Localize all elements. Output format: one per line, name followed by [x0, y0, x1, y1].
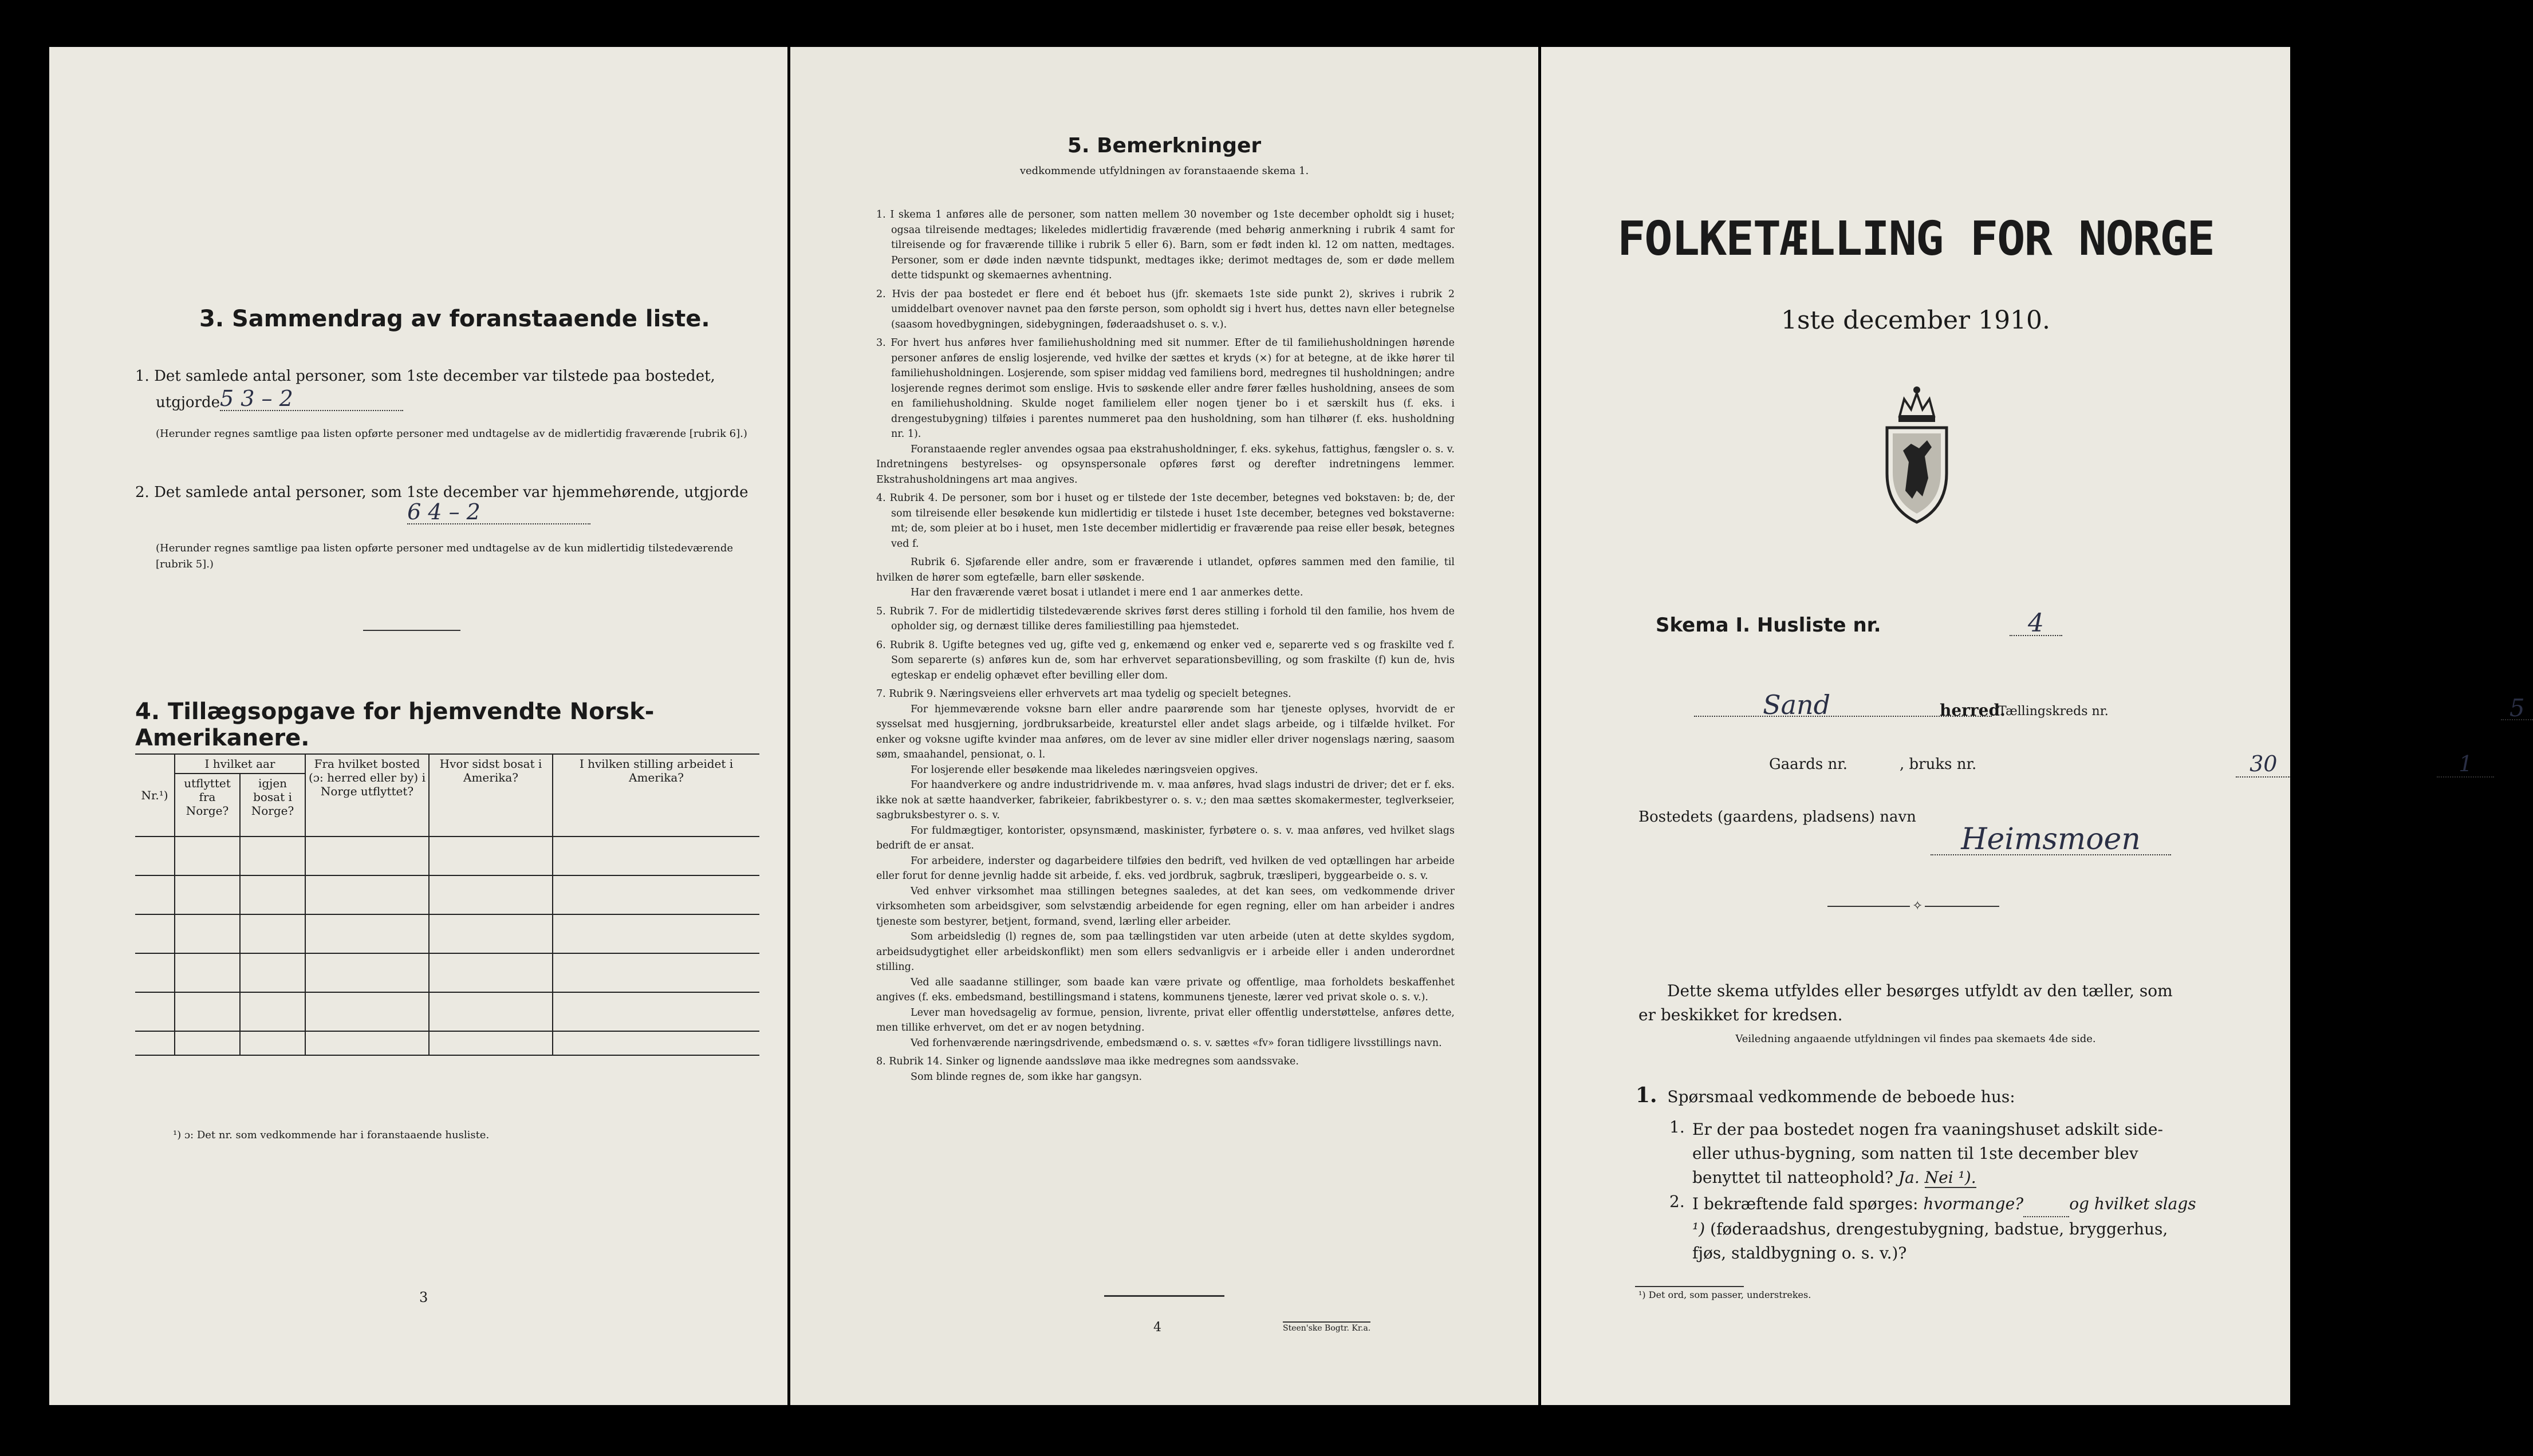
- bosted-field[interactable]: Heimsmoen: [1931, 822, 2171, 855]
- remark-7c: For haandverkere og andre industridrivende m. v. maa anføres, hvad slags industri de driver; det er f. eks. ikke nok at sætte haandverker, fabrikeier, fabrikbestyrer o. s. v.; den maa sættes skomakermester, teglverkseier, sagbruksbestyrer o. s. v.: [876, 779, 1455, 821]
- intro-text: Dette skema utfyldes eller besørges utfyldt av den tæller, som er beskikket for kredsen.: [1638, 981, 2173, 1024]
- remark-6: 6. Rubrik 8. Ugifte betegnes ved ug, gifte ved g, enkemænd og enker ved e, separerte ved s og fraskilte ved f. Som separerte (s) anføres kun de, som har erhvervet separationsbevilling, og som fraskilte (f) kun de, hvis egteskap er endelig ophævet efter bevilling eller dom.: [876, 639, 1455, 681]
- remark-7i: Lever man hovedsagelig av formue, pension, livrente, privat eller offentlig understøttelse, anføres dette, men tillike erhvervet, om det er av nogen betydning.: [876, 1007, 1455, 1033]
- q1-2-text: I bekræftende fald spørges: hvormange? og hvilket slags ¹) (føderaadshus, drengestubygning, badstue, bryggerhus, fjøs, staldbygning o. s. v.)?: [1692, 1192, 2196, 1265]
- divider: [1104, 1295, 1224, 1297]
- remarks-title: 5. Bemerkninger: [1067, 134, 1262, 157]
- bruks-label: , bruks nr.: [1900, 756, 1977, 773]
- remark-4: 4. Rubrik 4. De personer, som bor i huset og er tilstede der 1ste december, betegnes ved bokstaven: b; de, der som tilreisende eller besøkende kun midlertidig er tilstede i huset 1ste december, betegnes ved bokstaverne: mt; de, som pleier at bo i huset, men 1ste december midlertidig er fraværende paa reise eller besøk, betegnes ved f.: [876, 492, 1455, 550]
- norsk-amerikanere-table: [135, 753, 759, 1056]
- col-stilling: I hvilken stilling arbeidet i Amerika?: [553, 754, 759, 836]
- kreds-label: Tællingskreds nr.: [1998, 704, 2109, 719]
- col-sidst-bosat: Hvor sidst bosat i Amerika?: [429, 754, 553, 836]
- hvormange-field[interactable]: [2023, 1192, 2069, 1217]
- remarks-body: [876, 207, 1455, 1084]
- herred-field[interactable]: Sand: [1694, 689, 1992, 717]
- item1-note: (Herunder regnes samtlige paa listen opførte personer med undtagelse av de midlertidig fraværende [rubrik 6].): [156, 428, 747, 440]
- gaards-field[interactable]: 30: [2236, 751, 2291, 778]
- remark-1: 1. I skema 1 anføres alle de personer, som natten mellem 30 november og 1ste december opholdt sig i huset; ogsaa tilreisende medtages; likeledes midlertidig fraværende (med behørig anmerkning i rubrik 4 samt for tilreisende og for fraværende tillike i rubrik 5 eller 6). Barn, som er født inden kl. 12 om natten, medtages. Personer, som er døde inden nævnte tidspunkt, medtages ikke; derimot medtages de, som er døde mellem dette tidspunkt og skemaernes avhentning.: [876, 209, 1455, 281]
- remark-7e: For arbeidere, inderster og dagarbeidere tilføies den bedrift, ved hvilken de ved optællingen har arbeide eller forut for denne jevnlig hadde sit arbeide, f. eks. ved jordbruk, sagbruk, træsliperi, byggearbeide o. s. v.: [876, 855, 1455, 882]
- remark-3b: Foranstaaende regler anvendes ogsaa paa ekstrahusholdninger, f. eks. sykehus, fattighus, fængsler o. s. v. Indretningens bestyrelses- og opsynspersonale opføres først og derefter indretningens lemmer. Ekstrahusholdningens art maa angives.: [876, 443, 1455, 486]
- section3-title: 3. Sammendrag av foranstaaende liste.: [199, 306, 710, 332]
- remark-4c: Har den fraværende været bosat i utlandet i mere end 1 aar anmerkes dette.: [911, 587, 1303, 598]
- answer-nei[interactable]: Nei ¹).: [1924, 1168, 1976, 1187]
- remark-7a: For hjemmeværende voksne barn eller andre paarørende som har tjeneste oplyses, hvorvidt de er sysselsat med husgjerning, jordbruksarbeide, kreaturstel eller andet slags arbeide, og i tilfælde hvilket. For enker og voksne ugifte kvinder maa anføres, om de lever av sine midler eller driver nogenslags næring, saasom søm, smaahandel, pensionat, o. l.: [876, 703, 1455, 760]
- answer-ja[interactable]: Ja.: [1898, 1168, 1920, 1187]
- remark-7g: Som arbeidsledig (l) regnes de, som paa tællingstiden var uten arbeide (uten at dette skyldes sygdom, arbeidsudygtighet eller arbeidskonflikt) men som ellers sedvanligvis er i arbeide eller i anden underordnet stilling.: [876, 931, 1455, 973]
- divider: [1635, 1286, 1744, 1287]
- q1-title: 1. Spørsmaal vedkommende de beboede hus:: [1636, 1083, 2015, 1107]
- census-date: 1ste december 1910.: [1780, 306, 2051, 335]
- page-4-remarks: [790, 47, 1538, 1405]
- herred-label: herred.: [1940, 701, 2006, 720]
- norwegian-coat-of-arms-icon: [1877, 376, 1957, 525]
- remark-3: 3. For hvert hus anføres hver familiehusholdning med sit nummer. Efter de til familiehusholdningen hørende personer anføres de enslig losjerende, ved hvilke der sættes et kryds (×) for at betegne, at de ikke hører til familiehusholdningen. Losjerende, som spiser middag ved familiens bord, medregnes til husholdningen; andre losjerende regnes derimot som enslige. Hvis to søskende eller andre fører fælles husholdning, ansees de som en familiehusholdning. Skulde noget familielem eller nogen tjener bo i et særskilt hus (f. eks. i drengestubygning) tilføies i parentes nummeret paa den husholdning, som han tilhører (f. eks. husholdning nr. 1).: [876, 337, 1455, 440]
- bruks-field[interactable]: 1: [2437, 751, 2494, 778]
- remark-7f: Ved enhver virksomhet maa stillingen betegnes saaledes, at det kan sees, om vedkommende driver virksomheten som arbeidsgiver, som selvstændig arbeidende for egen regning, eller om han arbeider i andres tjeneste som bestyrer, betjent, formand, svend, lærling eller arbeider.: [876, 885, 1455, 928]
- cover-footnote: ¹) Det ord, som passer, understrekes.: [1638, 1289, 1811, 1300]
- remark-7b: For losjerende eller besøkende maa likeledes næringsveien opgives.: [911, 764, 1258, 776]
- table-footnote: ¹) ɔ: Det nr. som vedkommende har i foranstaaende husliste.: [173, 1129, 490, 1141]
- remark-8: 8. Rubrik 14. Sinker og lignende aandssløve maa ikke medregnes som aandssvake.: [876, 1056, 1299, 1067]
- remark-2: 2. Hvis der paa bostedet er flere end ét beboet hus (jfr. skemaets 1ste side punkt 2), skrives i rubrik 2 umiddelbart ovenover navnet paa den første person, som opholdt sig i hvert hus, dettes navn eller betegnelse (saasom hovedbygningen, sidebygningen, føderaadshuset o. s. v.).: [876, 288, 1455, 330]
- remark-4b: Rubrik 6. Sjøfarende eller andre, som er fraværende i utlandet, opføres sammen med den familie, til hvilken de hører som egtefælle, barn eller søskende.: [876, 557, 1455, 583]
- page-1-cover: FOLKETÆLLING FOR NORGE 1ste december 1910. Skema I. Husliste nr. 4 Sand herred. Tællingskreds nr. 5 Gaards nr. 30 , bruks nr. 1 Bostedets (gaardens, pladsens) navn Heimsmoen ✧ Dette skema utfyldes eller besørges utfyldt av den tæller, som er beskikket for kredsen. Veiledning angaaende utfyldningen vil findes paa skemaets 4de side. 1. Spørsmaal vedkommende de beboede hus: 1. Er der paa bostedet nogen fra vaaningshuset adskilt side- eller uthus-bygning, som natten til 1ste december blev benyttet til natteophold? Ja. Nei ¹). 2. I bekræftende fald spørges: hvormange? og hvilket slags ¹) (føderaadshus, drengestubygning, badstue, bryggerhus, fjøs, staldbygning o. s. v.)? ¹) Det ord, som passer, understrekes.: [1541, 47, 2290, 1405]
- col-nr: Nr.¹): [135, 754, 175, 836]
- remark-7: 7. Rubrik 9. Næringsveiens eller erhvervets art maa tydelig og specielt betegnes.: [876, 688, 1291, 700]
- remark-8b: Som blinde regnes de, som ikke har gangsyn.: [911, 1071, 1143, 1083]
- item2-text: 2. Det samlede antal personer, som 1ste december var hjemmehørende, utgjorde: [135, 484, 749, 501]
- remark-5: 5. Rubrik 7. For de midlertidig tilstedeværende skrives først deres stilling i forhold til den familie, hos hvem de opholder sig, og dernæst tillike deres familiestilling paa hjemstedet.: [876, 605, 1455, 632]
- census-title: FOLKETÆLLING FOR NORGE: [1617, 212, 2215, 266]
- item1-value-field[interactable]: 5 3 – 2: [220, 386, 403, 411]
- remarks-subtitle: vedkommende utfyldningen av foranstaaende skema 1.: [1019, 165, 1309, 177]
- page-3-summary: [49, 47, 787, 1405]
- bosted-label: Bostedets (gaardens, pladsens) navn: [1638, 808, 1916, 826]
- remark-7d: For fuldmægtiger, kontorister, opsynsmænd, maskinister, fyrbøtere o. s. v. maa anføres, ved hvilket slags bedrift de er ansat.: [876, 824, 1455, 851]
- col-year-group: I hvilket aar: [175, 754, 305, 774]
- guidance-text: Veiledning angaaende utfyldningen vil findes paa skemaets 4de side.: [1735, 1033, 2096, 1045]
- page-number: 4: [1153, 1320, 1161, 1335]
- divider: [363, 630, 460, 631]
- item1-utgjorde: utgjorde: [156, 394, 220, 411]
- col-fra-bosted: Fra hvilket bosted (ɔ: herred eller by) i Norge utflyttet?: [305, 754, 429, 836]
- page-number: 3: [419, 1289, 428, 1305]
- printer-mark: Steen'ske Bogtr. Kr.a.: [1283, 1321, 1370, 1333]
- item2-note: (Herunder regnes samtlige paa listen opførte personer med undtagelse av de kun midlertidig tilstedeværende [rubrik 5].): [156, 542, 734, 570]
- gaards-label: Gaards nr.: [1769, 756, 1848, 773]
- section4-title: 4. Tillægsopgave for hjemvendte Norsk-Amerikanere.: [135, 699, 655, 751]
- kreds-field[interactable]: 5: [2501, 694, 2533, 720]
- skema-label: Skema I. Husliste nr.: [1656, 614, 1881, 637]
- col-igjen: igjen bosat i Norge?: [240, 774, 305, 836]
- item2-value-field[interactable]: 6 4 – 2: [407, 499, 590, 524]
- col-utflyttet: utflyttet fra Norge?: [175, 774, 240, 836]
- husliste-nr-field[interactable]: 4: [2010, 609, 2062, 636]
- item1-text: 1. Det samlede antal personer, som 1ste december var tilstede paa bostedet,: [135, 368, 715, 385]
- q1-1-text: Er der paa bostedet nogen fra vaaningshuset adskilt side- eller uthus-bygning, som natten til 1ste december blev benyttet til natteophold? Ja. Nei ¹).: [1692, 1120, 2163, 1187]
- remark-7h: Ved alle saadanne stillinger, som baade kan være private og offentlige, maa forholdets beskaffenhet angives (f. eks. embedsmand, bestillingsmand i statens, kommunens tjeneste, lærer ved privat skole o. s. v.).: [876, 976, 1455, 1003]
- remark-7j: Ved forhenværende næringsdrivende, embedsmænd o. s. v. sættes «fv» foran tidligere livsstillings navn.: [911, 1037, 1442, 1049]
